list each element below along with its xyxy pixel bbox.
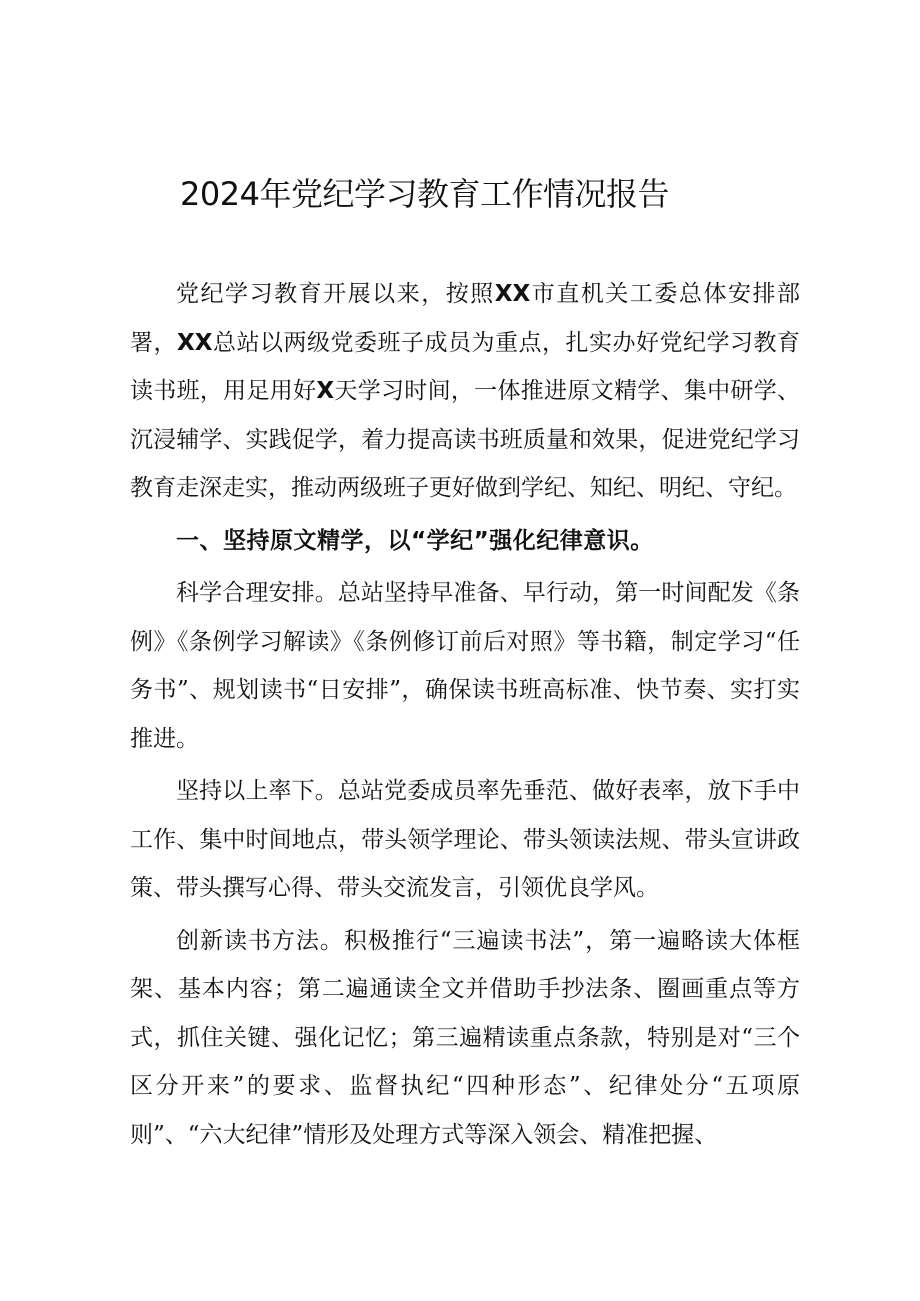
document-title: 2024年党纪学习教育工作情况报告 bbox=[180, 175, 669, 213]
placeholder-city: XX bbox=[494, 281, 531, 307]
intro-paragraph bbox=[130, 270, 800, 513]
section-heading-1: 一、坚持原文精学，以“学纪”强化纪律意识。 bbox=[176, 527, 654, 554]
document-body bbox=[130, 270, 800, 1163]
placeholder-days: X bbox=[316, 378, 335, 404]
placeholder-station: XX bbox=[177, 329, 213, 356]
paragraph-arrangement: 科学合理安排。总站坚持早准备、早行动，第一时间配发《条例》《条例学习解读》《条例修订前后对照》等书籍，制定学习“任务书”、规划读书“日安排”，确保读书班高标准、快节奏、实打实推进。 bbox=[130, 580, 800, 752]
paragraph-reading-method: 创新读书方法。积极推行“三遍读书法”，第一遍略读大体框架、基本内容；第二遍通读全文并借助手抄法条、圈画重点等方式，抓住关键、强化记忆；第三遍精读重点条款，特别是对“三个区分开来”的要求、监督执纪“四种形态”、纪律处分“五项原则”、“六大纪律”情形及处理方式等深入领会、精准把握、 bbox=[130, 927, 800, 1148]
intro-text-4: 天学习时间，一体推进原文精学、集中研学、沉浸辅学、实践促学，着力提高读书班质量和效果，促进党纪学习教育走深走实，推动两级班子更好做到学纪、知纪、明纪、守纪。 bbox=[130, 378, 801, 501]
paragraph-leadership: 坚持以上率下。总站党委成员率先垂范、做好表率，放下手中工作、集中时间地点，带头领学理论、带头领读法规、带头宣讲政策、带头撰写心得、带头交流发言，引领优良学风。 bbox=[130, 778, 800, 901]
intro-text-1: 党纪学习教育开展以来，按照 bbox=[176, 281, 495, 307]
intro-text-2: 市直机关工委总体安排部署， bbox=[130, 281, 801, 356]
intro-text-3: 总站以两级党委班子成员为重点，扎实办好党纪学习教育读书班，用足用好 bbox=[130, 329, 801, 404]
